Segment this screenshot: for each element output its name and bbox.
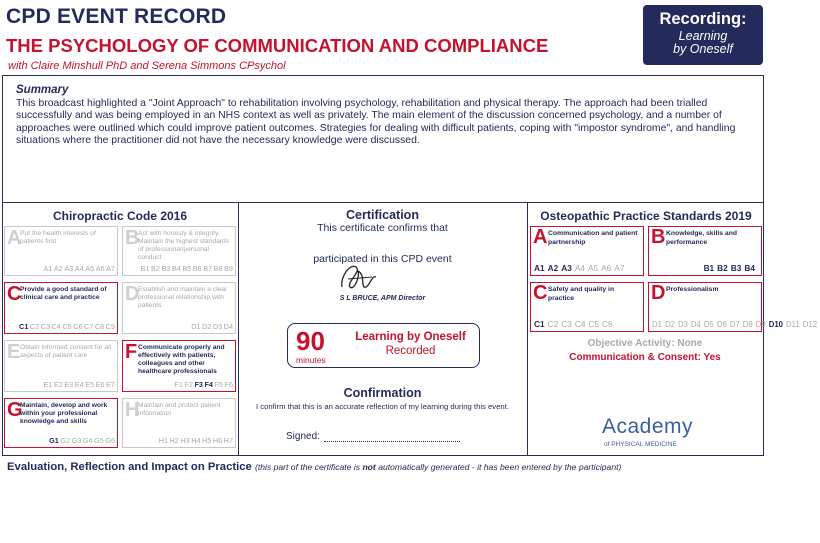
standard-description: Safety and quality in practice bbox=[548, 286, 615, 302]
standard-letter: G bbox=[7, 399, 23, 421]
chiro-standard-h bbox=[122, 398, 236, 448]
code-item: D6 bbox=[716, 319, 727, 329]
standard-description: Establish and maintain a clear professional relationship with patients bbox=[138, 286, 228, 309]
code-item: G2 bbox=[60, 436, 71, 445]
code-item: E2 bbox=[53, 380, 63, 389]
osteo-standard-a bbox=[530, 226, 644, 276]
chiro-standard-c bbox=[4, 282, 118, 334]
recording-badge bbox=[643, 5, 763, 65]
code-item: D4 bbox=[690, 319, 701, 329]
code-item: C1 bbox=[19, 322, 29, 331]
code-item: C5 bbox=[62, 322, 72, 331]
code-item: A6 bbox=[95, 264, 105, 273]
code-item: D4 bbox=[223, 322, 233, 331]
code-item: C6 bbox=[73, 322, 83, 331]
standard-letter: H bbox=[125, 399, 140, 421]
learning-minutes-unit: minutes bbox=[296, 355, 326, 365]
event-title: THE PSYCHOLOGY OF COMMUNICATION AND COMPLIANCE bbox=[6, 35, 549, 56]
standard-letter: C bbox=[533, 282, 548, 304]
code-item: A2 bbox=[53, 264, 63, 273]
presenters-line: with Claire Minshull PhD and Serena Simmons CPsychol bbox=[8, 60, 286, 72]
code-item: A7 bbox=[106, 264, 115, 273]
certification-line2: participated in this CPD event bbox=[313, 253, 452, 265]
code-item: C9 bbox=[105, 322, 115, 331]
code-item: C1 bbox=[534, 319, 545, 329]
chiro-standard-e bbox=[4, 340, 118, 392]
divider bbox=[238, 203, 239, 456]
code-item: A4 bbox=[574, 263, 585, 273]
code-item: C5 bbox=[588, 319, 600, 329]
osteo-standard-b bbox=[648, 226, 762, 276]
chiro-standard-a bbox=[4, 226, 118, 276]
code-item: F1 bbox=[174, 380, 183, 389]
code-item: A7 bbox=[614, 263, 625, 273]
standard-letter: A bbox=[533, 226, 548, 248]
recording-badge-subtitle bbox=[643, 30, 763, 56]
code-item: B2 bbox=[151, 264, 160, 273]
standard-letter: A bbox=[7, 227, 22, 249]
code-item: G6 bbox=[105, 436, 115, 445]
academy-logo bbox=[602, 415, 712, 448]
standard-codes bbox=[157, 436, 233, 445]
code-item: A1 bbox=[534, 263, 545, 273]
evaluation-note-part: (this part of the certificate is bbox=[254, 462, 363, 472]
code-item: H4 bbox=[191, 436, 201, 445]
code-item: C2 bbox=[29, 322, 40, 331]
standard-letter: E bbox=[7, 341, 21, 363]
signer-name: S L BRUCE, APM Director bbox=[339, 295, 426, 302]
chiro-standard-f bbox=[122, 340, 236, 392]
logo-subtitle: of PHYSICAL MEDICINE bbox=[604, 441, 677, 448]
standard-letter: F bbox=[125, 341, 138, 363]
divider bbox=[527, 203, 528, 456]
learning-type: Learning by Oneself bbox=[355, 331, 466, 343]
code-item: A3 bbox=[64, 264, 74, 273]
divider bbox=[2, 202, 764, 203]
standard-description: Put the health interests of patients first bbox=[20, 230, 96, 245]
standard-letter: C bbox=[7, 283, 22, 305]
chiro-standard-b bbox=[122, 226, 236, 276]
code-item: B4 bbox=[171, 264, 181, 273]
code-item: G5 bbox=[94, 436, 104, 445]
confirmation-title: Confirmation bbox=[343, 386, 422, 400]
code-item: F6 bbox=[224, 380, 233, 389]
code-item: H3 bbox=[180, 436, 190, 445]
code-item: D1 bbox=[191, 322, 201, 331]
learning-minutes-value: 90 bbox=[296, 326, 325, 356]
code-item: F5 bbox=[214, 380, 223, 389]
code-item: H7 bbox=[223, 436, 233, 445]
code-item: E7 bbox=[106, 380, 115, 389]
signature-field[interactable] bbox=[324, 441, 460, 442]
code-item: B3 bbox=[730, 263, 742, 273]
code-item: A5 bbox=[85, 264, 95, 273]
code-item: C2 bbox=[547, 319, 559, 329]
evaluation-title bbox=[7, 461, 621, 473]
code-item: G4 bbox=[82, 436, 93, 445]
standard-description: Maintain and protect patient information bbox=[138, 402, 221, 417]
code-item: B5 bbox=[182, 264, 192, 273]
code-item: A4 bbox=[74, 264, 84, 273]
evaluation-note-part: automatically generated - it has been entered by the participant) bbox=[375, 462, 622, 472]
code-item: B4 bbox=[744, 263, 755, 273]
code-item: D2 bbox=[202, 322, 212, 331]
standard-codes bbox=[18, 322, 115, 331]
standard-description: Communicate properly and effectively with patients, colleagues and other healthcare professionals bbox=[138, 344, 225, 375]
code-item: B3 bbox=[161, 264, 171, 273]
code-item: H1 bbox=[158, 436, 169, 445]
code-item: D1 bbox=[652, 319, 662, 329]
recording-badge-line1: Learning bbox=[678, 29, 728, 43]
standard-description: Maintain, develop and work within your professional knowledge and skills bbox=[20, 402, 108, 425]
code-item: A1 bbox=[43, 264, 53, 273]
code-item: A3 bbox=[561, 263, 572, 273]
standard-codes bbox=[42, 264, 115, 273]
recording-badge-title: Recording: bbox=[659, 10, 747, 28]
code-item: D12 bbox=[802, 319, 818, 329]
logo-wordmark: Academy bbox=[602, 415, 694, 438]
recording-badge-line2: by Oneself bbox=[673, 42, 733, 56]
standard-codes bbox=[173, 380, 233, 389]
confirmation-text: I confirm that this is an accurate reflection of my learning during this event. bbox=[256, 402, 509, 411]
standard-letter: D bbox=[125, 283, 140, 305]
code-item: C4 bbox=[574, 319, 586, 329]
evaluation-note-emphasis: not bbox=[362, 462, 376, 472]
code-item: C7 bbox=[84, 322, 94, 331]
osteo-standard-d bbox=[648, 282, 818, 332]
summary-text: This broadcast highlighted a "Joint Approach" to rehabilitation involving psychology, rehabilitation and physical therapy. The approach had been trialled successfully and was being employed in an NHS context as well as privately. The main element of the discussion concerned psychology, and a number of approaches were outlined which could improve patient outcomes. Strategies for dealing with difficult patients, coping with "impostor syndrome", and handling situations where the practitioner did not have the necessary knowledge were discussed. bbox=[16, 98, 736, 147]
evaluation-note bbox=[255, 462, 621, 472]
code-item: G1 bbox=[49, 436, 59, 445]
code-item: D3 bbox=[212, 322, 223, 331]
signed-label: Signed: bbox=[286, 431, 320, 442]
code-item: D10 bbox=[768, 319, 784, 329]
code-item: D9 bbox=[755, 319, 766, 329]
code-item: E6 bbox=[95, 380, 105, 389]
standard-codes bbox=[190, 322, 233, 331]
code-item: B2 bbox=[717, 263, 728, 273]
chiropractic-code-title: Chiropractic Code 2016 bbox=[52, 209, 188, 223]
code-item: G3 bbox=[71, 436, 82, 445]
code-item: E1 bbox=[43, 380, 53, 389]
code-item: B1 bbox=[703, 263, 715, 273]
learning-hours-box bbox=[287, 323, 480, 368]
standard-codes bbox=[652, 319, 818, 330]
standard-codes bbox=[652, 263, 758, 273]
standard-description: Professionalism bbox=[666, 286, 719, 293]
standard-codes bbox=[139, 264, 233, 273]
certification-line1: This certificate confirms that bbox=[317, 222, 448, 234]
code-item: D11 bbox=[786, 319, 800, 329]
standard-letter: D bbox=[651, 282, 666, 304]
code-item: B6 bbox=[192, 264, 202, 273]
standard-description: Provide a good standard of clinical care and practice bbox=[20, 286, 107, 301]
code-item: C8 bbox=[94, 322, 105, 331]
standard-letter: B bbox=[125, 227, 140, 249]
code-item: H5 bbox=[202, 436, 212, 445]
page-title: CPD EVENT RECORD bbox=[6, 5, 227, 28]
standard-description: Knowledge, skills and performance bbox=[666, 230, 738, 246]
standard-codes bbox=[42, 380, 115, 389]
code-item: A5 bbox=[587, 263, 599, 273]
code-item: E4 bbox=[74, 380, 84, 389]
code-item: D7 bbox=[729, 319, 740, 329]
standard-description: Communication and patient partnership bbox=[548, 230, 638, 246]
signature-image bbox=[336, 257, 380, 297]
code-item: C6 bbox=[602, 319, 613, 329]
code-item: B7 bbox=[203, 264, 213, 273]
code-item: D2 bbox=[664, 319, 675, 329]
code-item: B1 bbox=[140, 264, 150, 273]
osteopathic-standards-title: Osteopathic Practice Standards 2019 bbox=[540, 209, 752, 223]
standard-description: Obtain informed consent for all aspects of patient care bbox=[20, 344, 112, 359]
certification-title: Certification bbox=[346, 208, 419, 222]
code-item: C3 bbox=[561, 319, 572, 329]
code-item: C4 bbox=[51, 322, 61, 331]
code-item: B9 bbox=[224, 264, 233, 273]
code-item: D8 bbox=[742, 319, 753, 329]
code-item: A2 bbox=[547, 263, 559, 273]
standard-codes bbox=[48, 436, 115, 445]
code-item: E5 bbox=[85, 380, 95, 389]
code-item: H2 bbox=[169, 436, 179, 445]
communication-consent: Communication & Consent: Yes bbox=[569, 352, 721, 363]
code-item: D3 bbox=[677, 319, 688, 329]
chiro-standard-g bbox=[4, 398, 118, 448]
code-item: B8 bbox=[213, 264, 223, 273]
standard-codes bbox=[534, 319, 640, 329]
chiro-standard-d bbox=[122, 282, 236, 334]
code-item: A6 bbox=[601, 263, 612, 273]
standard-codes bbox=[534, 263, 640, 273]
code-item: E3 bbox=[64, 380, 74, 389]
code-item: F3 bbox=[194, 380, 203, 389]
code-item: F4 bbox=[204, 380, 213, 389]
evaluation-heading: Evaluation, Reflection and Impact on Practice bbox=[7, 461, 252, 473]
code-item: C3 bbox=[40, 322, 51, 331]
code-item: F2 bbox=[184, 380, 193, 389]
osteo-standard-c bbox=[530, 282, 644, 332]
standard-description: Act with honesty & integrity. Maintain the highest standards of professional/personal conduct bbox=[138, 230, 230, 261]
learning-status: Recorded bbox=[385, 345, 436, 357]
objective-activity: Objective Activity: None bbox=[587, 338, 703, 349]
code-item: H6 bbox=[212, 436, 223, 445]
code-item: D5 bbox=[703, 319, 714, 329]
summary-title: Summary bbox=[16, 84, 69, 96]
standard-letter: B bbox=[651, 226, 666, 248]
